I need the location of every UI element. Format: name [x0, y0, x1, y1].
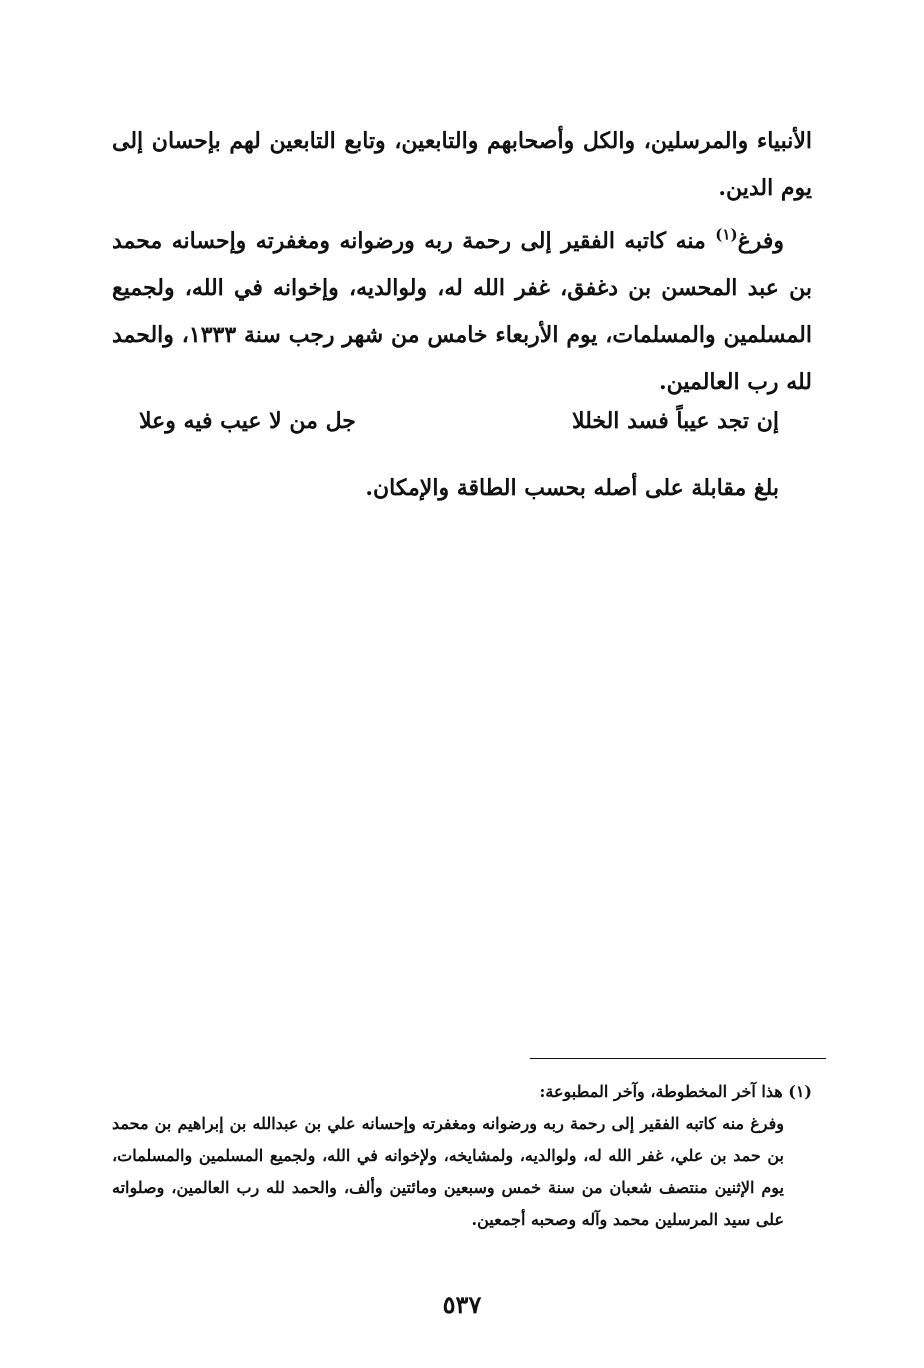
footnote-reference[interactable]: (١): [715, 225, 738, 244]
verse-hemistich-2: جل من لا عيب فيه وعلا: [139, 408, 356, 434]
footnotes: [112, 1076, 812, 1236]
footnote-1-heading-line: [112, 1076, 812, 1108]
paragraph-2-start: وفرغ: [737, 228, 784, 254]
verse-hemistich-1: إن تجد عيباً فسد الخللا: [571, 408, 779, 434]
paragraph-1: الأنبياء والمرسلين، والكل وأصحابهم والتابعين، وتابع التابعين لهم بإحسان إلى يوم الدين.: [112, 128, 812, 201]
main-text: [112, 118, 812, 406]
paragraph-2: [112, 218, 812, 406]
paragraph-2-rest: منه كاتبه الفقير إلى رحمة ربه ورضوانه ومغفرته وإحسانه محمد بن عبد المحسن بن دغفق، غفر الله له، ولوالديه، وإخوانه في الله، ولجميع المسلمين والمسلمات، يوم الأربعاء خامس من شهر رجب سنة ١٣٣٣، والحمد لله رب العالمين.: [112, 228, 812, 395]
page-number: ٥٣٧: [442, 1290, 482, 1319]
footnote-heading: هذا آخر المخطوطة، وآخر المطبوعة:: [539, 1082, 783, 1101]
poetry-verse: [139, 408, 779, 458]
footnote-1-text: وفرغ منه كاتبه الفقير إلى رحمة ربه ورضوانه ومغفرته وإحسانه علي بن عبدالله بن إبراهيم بن محمد بن حمد بن علي، غفر الله له، ولوالديه، ولمشايخه، ولإخوانه في الله، ولجميع المسلمين والمسلمات، يوم الإثنين منتصف شعبان من سنة خمس وسبعين ومائتين وألف، والحمد لله رب العالمين، وصلواته على سيد المرسلين محمد وآله وصحبه أجمعين.: [112, 1114, 784, 1229]
footnote-separator: [530, 1058, 826, 1059]
footnote-number: (١): [788, 1082, 812, 1101]
collation-note: بلغ مقابلة على أصله بحسب الطاقة والإمكان.: [365, 475, 779, 501]
